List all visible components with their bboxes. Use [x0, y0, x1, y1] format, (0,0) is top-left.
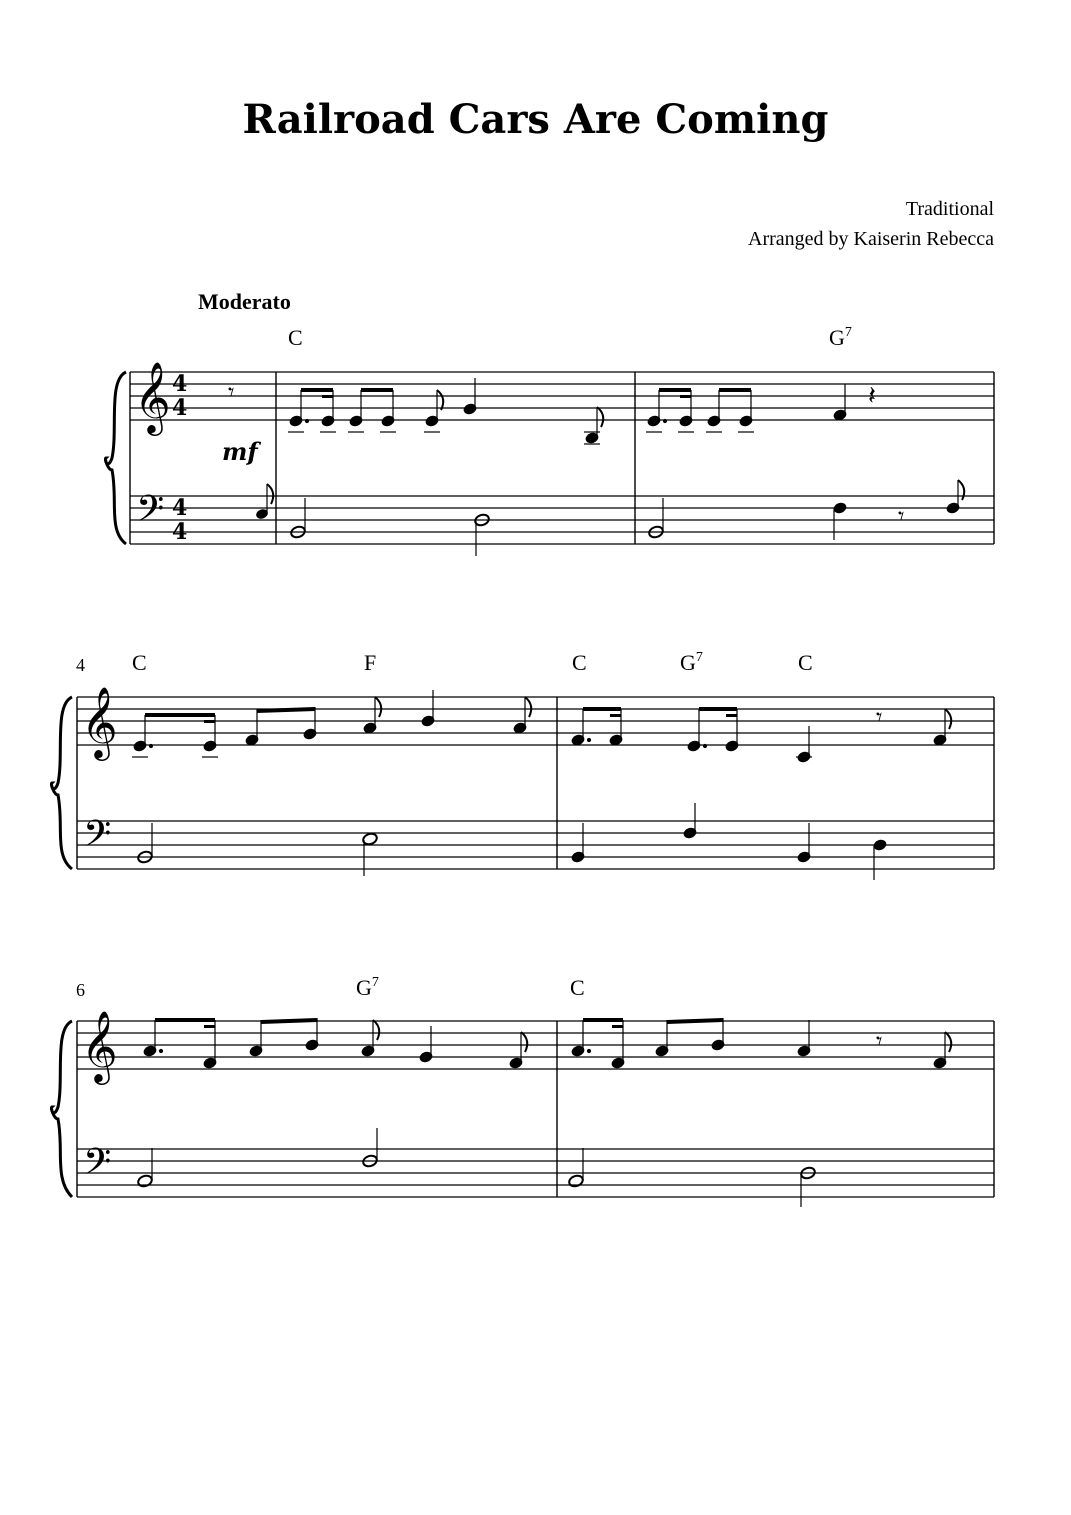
bass-staff: [77, 1149, 994, 1197]
grand-staff-brace: [51, 1021, 72, 1197]
eighth-rest: 𝄾: [876, 703, 883, 731]
measure-2-treble: [288, 378, 603, 444]
bass-staff: [77, 821, 994, 869]
score-title: Railroad Cars Are Coming: [242, 96, 829, 143]
eighth-rest: 𝄾: [228, 378, 235, 406]
svg-text:4: 4: [172, 519, 188, 545]
measure-4-bass: [137, 823, 379, 876]
chord-symbol: $G^7$: [680, 650, 703, 675]
svg-text:4: 4: [172, 371, 188, 397]
measure-7-bass: [568, 1148, 817, 1207]
chord-symbol: C: [132, 650, 147, 675]
chord-symbol: $G^7$: [356, 975, 379, 1000]
arranger-credit: Arranged by Kaiserin Rebecca: [748, 228, 994, 250]
tempo-marking: Moderato: [198, 289, 291, 314]
bass-clef: 𝄢: [83, 813, 112, 864]
time-signature: [172, 371, 187, 545]
chord-symbol: C: [570, 975, 585, 1000]
system-1: [105, 325, 994, 556]
treble-staff: [130, 372, 994, 420]
measure-6-bass: [137, 1128, 379, 1188]
chord-symbol: C: [572, 650, 587, 675]
measure-4-treble: [132, 690, 531, 757]
treble-clef: 𝄞: [134, 360, 171, 433]
chord-symbol: C: [798, 650, 813, 675]
system-3: [51, 975, 994, 1207]
bass-clef: 𝄢: [136, 488, 165, 539]
system-2: [51, 650, 994, 880]
measure-5-treble: [571, 707, 951, 763]
measure-2-bass: [290, 498, 491, 556]
bass-staff: [130, 496, 994, 544]
measure-number: 4: [76, 655, 85, 675]
measure-number: 6: [76, 980, 85, 1000]
note: [255, 484, 273, 520]
svg-text:4: 4: [172, 395, 188, 421]
measure-6-treble: [143, 1018, 527, 1069]
eighth-rest: 𝄾: [876, 1027, 883, 1055]
treble-clef: 𝄞: [81, 1009, 118, 1082]
chord-symbol: F: [364, 650, 377, 675]
dynamic-marking: mf: [222, 437, 258, 466]
quarter-rest: 𝄽: [868, 381, 876, 411]
measure-3-bass: [648, 480, 965, 540]
eighth-rest: 𝄾: [898, 502, 905, 530]
svg-text:4: 4: [172, 495, 188, 521]
grand-staff-brace: [51, 697, 72, 869]
chord-symbol: $G^7$: [829, 325, 852, 350]
grand-staff-brace: [105, 372, 126, 544]
chord-symbol: C: [288, 325, 303, 350]
treble-clef: 𝄞: [81, 685, 118, 758]
bass-clef: 𝄢: [83, 1141, 112, 1192]
measure-7-treble: [571, 1018, 951, 1069]
composer-credit: Traditional: [905, 198, 994, 220]
